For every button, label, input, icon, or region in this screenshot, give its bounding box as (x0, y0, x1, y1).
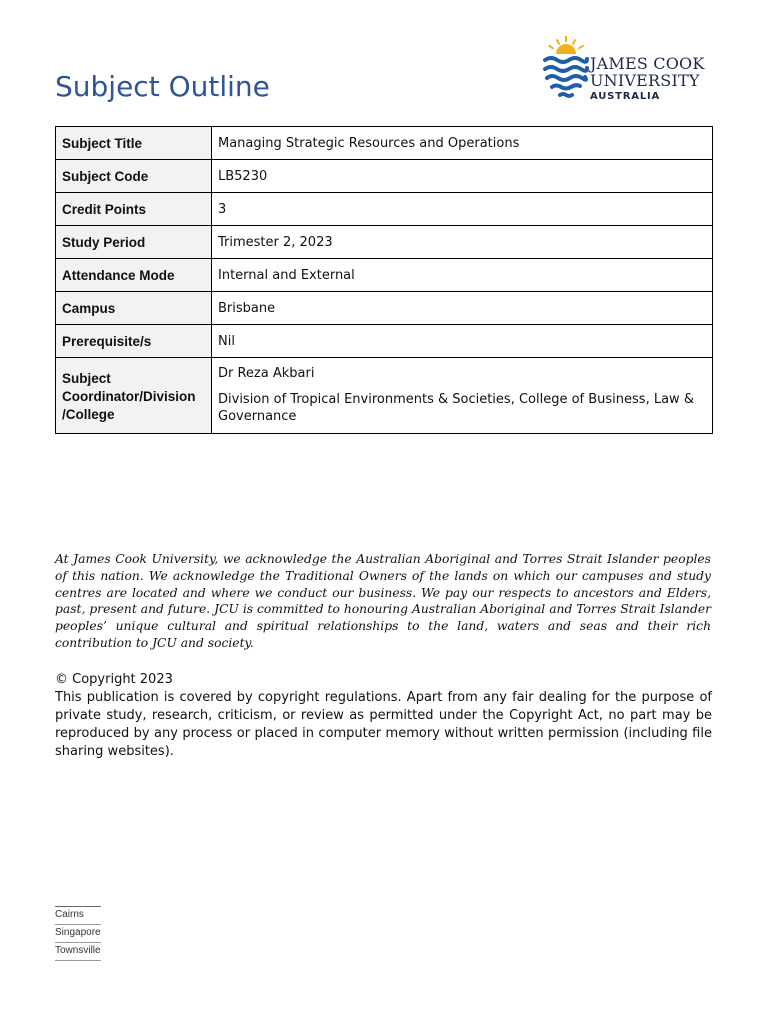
table-row-coordinator (56, 358, 713, 434)
table-row (56, 325, 713, 358)
jcu-emblem-icon (542, 36, 590, 104)
row-value: Trimester 2, 2023 (212, 226, 713, 259)
row-value: 3 (212, 193, 713, 226)
coordinator-name: Dr Reza Akbari (218, 366, 315, 381)
coordinator-value (212, 358, 713, 434)
table-row (56, 160, 713, 193)
row-label: Credit Points (56, 193, 212, 226)
copyright-line: © Copyright 2023 (55, 672, 173, 687)
table-row (56, 292, 713, 325)
row-value: Internal and External (212, 259, 713, 292)
row-label: Prerequisite/s (56, 325, 212, 358)
table-row (56, 193, 713, 226)
copyright-text: This publication is covered by copyright regulations. Apart from any fair dealing for the purpose of private study, research, criticism, or review as permitted under the Copyright Act, no part may be reproduced by any process or placed in computer memory without written permission (including file sharing websites). (55, 690, 712, 759)
table-row (56, 226, 713, 259)
campus-item: Singapore (55, 925, 101, 943)
campus-item: Cairns (55, 907, 101, 925)
row-label: Subject Title (56, 127, 212, 160)
coordinator-label: Subject Coordinator/Division /College (56, 358, 212, 434)
row-value: LB5230 (212, 160, 713, 193)
row-label: Subject Code (56, 160, 212, 193)
campus-list (55, 906, 101, 961)
page-title: Subject Outline (55, 70, 270, 103)
campus-item: Townsville (55, 943, 101, 961)
table-row (56, 259, 713, 292)
waves-icon (545, 58, 587, 96)
copyright-notice (55, 671, 712, 761)
coordinator-division: Division of Tropical Environments & Societies, College of Business, Law & Governance (218, 392, 694, 424)
jcu-logo (542, 36, 712, 104)
table-row (56, 127, 713, 160)
sun-icon (548, 36, 584, 54)
acknowledgement-of-country: At James Cook University, we acknowledge the Australian Aboriginal and Torres Strait Islander peoples of this nation. We acknowledge the Traditional Owners of the lands on which our campuses and study centres are located and where we conduct our business. We pay our respects to ancestors and Elders, past, present and future. JCU is committed to honouring Australian Aboriginal and Torres Strait Islander peoples’ unique cultural and spiritual relationships to the land, waters and seas and their rich contribution to JCU and society. (55, 552, 711, 650)
logo-wordmark-line1: JAMES COOK (590, 54, 705, 73)
row-label: Campus (56, 292, 212, 325)
logo-wordmark-line2: UNIVERSITY (590, 71, 700, 90)
row-value: Nil (212, 325, 713, 358)
logo-wordmark-line3: AUSTRALIA (590, 91, 661, 102)
row-label: Attendance Mode (56, 259, 212, 292)
row-label: Study Period (56, 226, 212, 259)
row-value: Managing Strategic Resources and Operations (212, 127, 713, 160)
row-value: Brisbane (212, 292, 713, 325)
subject-details-table (55, 126, 713, 434)
